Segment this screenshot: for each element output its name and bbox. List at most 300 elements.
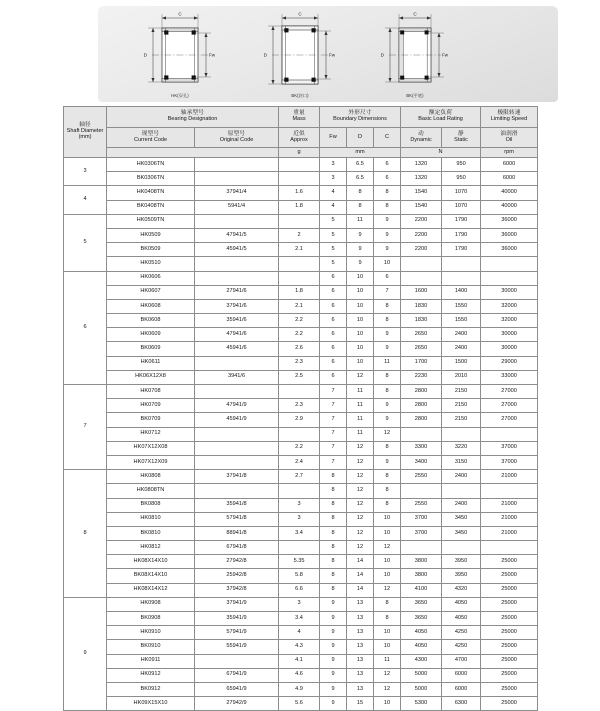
header-shaft-diameter-en: Shaft Diameter	[66, 128, 104, 135]
cell-current-code: HK0510	[107, 257, 195, 271]
cell-fw: 5	[320, 257, 347, 271]
svg-text:D: D	[263, 52, 267, 58]
cell-current-code: HK0808	[107, 470, 195, 484]
cell-limiting-speed	[481, 484, 538, 498]
cell-static-load: 2150	[442, 413, 481, 427]
cell-limiting-speed: 21000	[481, 512, 538, 526]
table-row[interactable]	[64, 484, 538, 498]
cell-limiting-speed: 25000	[481, 626, 538, 640]
cell-fw: 9	[320, 626, 347, 640]
cell-fw: 4	[320, 200, 347, 214]
cell-static-load	[442, 271, 481, 285]
cell-current-code: HK0611	[107, 356, 195, 370]
cell-dynamic-load: 2550	[401, 470, 442, 484]
cell-original-code: 27942/9	[195, 697, 279, 711]
cell-limiting-speed: 37000	[481, 455, 538, 469]
cell-mass: 3	[279, 498, 320, 512]
cell-fw: 6	[320, 370, 347, 384]
table-row[interactable]	[64, 512, 538, 526]
cell-d: 12	[347, 441, 374, 455]
table-row[interactable]	[64, 583, 538, 597]
table-row[interactable]	[64, 597, 538, 611]
cell-fw: 9	[320, 668, 347, 682]
cell-fw: 9	[320, 682, 347, 696]
cell-fw: 5	[320, 243, 347, 257]
cell-dynamic-load: 2650	[401, 342, 442, 356]
table-body	[64, 158, 538, 711]
header-basic-load-rating-cn: 额定负荷	[428, 110, 453, 117]
table-row[interactable]	[64, 342, 538, 356]
cell-limiting-speed: 25000	[481, 654, 538, 668]
cell-mass: 3.4	[279, 526, 320, 540]
cell-mass: 4	[279, 626, 320, 640]
cell-limiting-speed: 36000	[481, 228, 538, 242]
cell-fw: 9	[320, 640, 347, 654]
cell-fw: 8	[320, 498, 347, 512]
cell-shaft-diameter: 5	[64, 214, 107, 271]
table-row[interactable]	[64, 668, 538, 682]
figure-bk-flat-end	[355, 10, 475, 100]
cell-shaft-diameter: 4	[64, 186, 107, 214]
cell-mass: 5.6	[279, 697, 320, 711]
cell-mass: 3	[279, 597, 320, 611]
header-mass-en: Mass	[292, 116, 306, 123]
cell-dynamic-load: 4050	[401, 640, 442, 654]
cell-c: 8	[374, 299, 401, 313]
cell-dynamic-load	[401, 271, 442, 285]
cell-static-load: 3150	[442, 455, 481, 469]
cell-dynamic-load: 3700	[401, 526, 442, 540]
cell-current-code: HK0609	[107, 328, 195, 342]
cell-mass: 6.6	[279, 583, 320, 597]
cell-mass: 2.2	[279, 441, 320, 455]
table-row[interactable]	[64, 413, 538, 427]
cell-current-code: HK06X12X8	[107, 370, 195, 384]
cell-c: 10	[374, 626, 401, 640]
header-bearing-designation-cn: 轴承型号	[180, 110, 205, 117]
cell-original-code: 35941/9	[195, 612, 279, 626]
cell-fw: 5	[320, 214, 347, 228]
cell-c: 9	[374, 243, 401, 257]
table-row[interactable]	[64, 285, 538, 299]
table-row[interactable]	[64, 214, 538, 228]
svg-text:Fw: Fw	[442, 52, 449, 58]
header-shaft-diameter	[64, 107, 107, 158]
header-shaft-diameter-unit: (mm)	[78, 133, 92, 140]
cell-mass: 1.6	[279, 186, 320, 200]
table-row[interactable]	[64, 555, 538, 569]
cell-c: 8	[374, 200, 401, 214]
cell-d: 10	[347, 328, 374, 342]
table-row[interactable]	[64, 172, 538, 186]
cell-dynamic-load: 2200	[401, 214, 442, 228]
cell-current-code: BK0408TN	[107, 200, 195, 214]
header-shaft-diameter-cn: 轴径	[79, 122, 91, 129]
table-row[interactable]	[64, 200, 538, 214]
cell-static-load: 4050	[442, 597, 481, 611]
cell-mass	[279, 172, 320, 186]
header-d: D	[347, 128, 374, 148]
cell-mass	[279, 271, 320, 285]
cell-mass	[279, 158, 320, 172]
table-row[interactable]	[64, 271, 538, 285]
cell-current-code: HK0306TN	[107, 158, 195, 172]
header-current-code-en: Current Code	[133, 136, 168, 143]
cell-current-code: BK0709	[107, 413, 195, 427]
header-unit-rpm: rpm	[481, 148, 538, 158]
cell-mass: 2.5	[279, 370, 320, 384]
header-basic-load-rating	[401, 107, 481, 128]
table-row[interactable]	[64, 314, 538, 328]
cell-fw: 8	[320, 484, 347, 498]
svg-text:Fw: Fw	[329, 52, 336, 58]
cell-dynamic-load	[401, 484, 442, 498]
cell-current-code: BK0608	[107, 314, 195, 328]
cell-fw: 9	[320, 597, 347, 611]
table-row[interactable]	[64, 654, 538, 668]
cell-current-code: BK0306TN	[107, 172, 195, 186]
cell-c: 8	[374, 470, 401, 484]
cell-static-load: 4320	[442, 583, 481, 597]
cell-fw: 9	[320, 612, 347, 626]
cell-original-code	[195, 654, 279, 668]
cell-static-load: 1500	[442, 356, 481, 370]
cell-fw: 3	[320, 158, 347, 172]
table-row[interactable]	[64, 186, 538, 200]
cell-d: 13	[347, 597, 374, 611]
cell-current-code: HK0608	[107, 299, 195, 313]
cell-mass: 2.3	[279, 356, 320, 370]
cell-fw: 6	[320, 314, 347, 328]
cell-dynamic-load: 2800	[401, 399, 442, 413]
table-row[interactable]	[64, 541, 538, 555]
table-row[interactable]	[64, 569, 538, 583]
cell-fw: 8	[320, 555, 347, 569]
cell-d: 12	[347, 512, 374, 526]
cell-dynamic-load: 2200	[401, 243, 442, 257]
cell-original-code	[195, 356, 279, 370]
cell-static-load: 2400	[442, 342, 481, 356]
header-limiting-speed-en: Limiting Speed	[490, 116, 528, 123]
table-row[interactable]	[64, 455, 538, 469]
cell-dynamic-load: 2800	[401, 385, 442, 399]
cell-current-code: HK07X12X09	[107, 455, 195, 469]
cell-fw: 8	[320, 541, 347, 555]
table-row[interactable]	[64, 158, 538, 172]
cell-limiting-speed: 25000	[481, 597, 538, 611]
cell-fw: 8	[320, 470, 347, 484]
cell-c: 8	[374, 186, 401, 200]
cell-d: 11	[347, 399, 374, 413]
cell-static-load: 1070	[442, 200, 481, 214]
cell-dynamic-load: 1830	[401, 299, 442, 313]
cell-d: 13	[347, 612, 374, 626]
cell-c: 11	[374, 654, 401, 668]
cell-fw: 6	[320, 285, 347, 299]
cell-fw: 6	[320, 328, 347, 342]
cell-d: 9	[347, 243, 374, 257]
cell-limiting-speed: 33000	[481, 370, 538, 384]
cell-d: 10	[347, 342, 374, 356]
cell-c: 9	[374, 328, 401, 342]
cell-c: 8	[374, 314, 401, 328]
cell-original-code: 3941/6	[195, 370, 279, 384]
cell-static-load: 4250	[442, 626, 481, 640]
table-row[interactable]	[64, 399, 538, 413]
table-row[interactable]	[64, 640, 538, 654]
cell-limiting-speed: 6000	[481, 172, 538, 186]
cell-current-code: HK07X12X08	[107, 441, 195, 455]
cell-current-code: HK0606	[107, 271, 195, 285]
cell-fw: 9	[320, 697, 347, 711]
cell-fw: 7	[320, 413, 347, 427]
cell-original-code: 37941/8	[195, 470, 279, 484]
cell-dynamic-load: 4050	[401, 626, 442, 640]
cell-current-code: HK0912	[107, 668, 195, 682]
cell-c: 7	[374, 285, 401, 299]
cell-d: 12	[347, 526, 374, 540]
cell-mass: 2.1	[279, 299, 320, 313]
table-row[interactable]	[64, 328, 538, 342]
cell-c: 9	[374, 342, 401, 356]
cell-limiting-speed: 25000	[481, 569, 538, 583]
cell-dynamic-load: 3650	[401, 612, 442, 626]
cell-fw: 6	[320, 299, 347, 313]
cell-original-code: 37941/6	[195, 299, 279, 313]
cell-dynamic-load: 5300	[401, 697, 442, 711]
cell-c: 8	[374, 441, 401, 455]
cell-d: 12	[347, 470, 374, 484]
cell-d: 6.5	[347, 158, 374, 172]
cell-mass	[279, 484, 320, 498]
cell-original-code	[195, 441, 279, 455]
cell-original-code: 35941/6	[195, 314, 279, 328]
cell-static-load	[442, 541, 481, 555]
cell-static-load: 4250	[442, 640, 481, 654]
cell-current-code: HK08X14X10	[107, 555, 195, 569]
figure-bk-closed-end	[240, 10, 360, 100]
cell-fw: 9	[320, 654, 347, 668]
cell-limiting-speed: 6000	[481, 158, 538, 172]
svg-text:Fw: Fw	[209, 52, 216, 58]
table-row[interactable]	[64, 228, 538, 242]
header-original-code-en: Original Code	[219, 136, 254, 143]
cell-original-code: 25942/8	[195, 569, 279, 583]
cell-limiting-speed: 21000	[481, 526, 538, 540]
header-limiting-speed-cn: 极限转速	[497, 110, 521, 117]
cell-dynamic-load: 5000	[401, 682, 442, 696]
cell-original-code: 37942/8	[195, 583, 279, 597]
cell-original-code: 47941/9	[195, 399, 279, 413]
cell-limiting-speed: 27000	[481, 385, 538, 399]
cell-mass	[279, 541, 320, 555]
svg-text:C: C	[298, 11, 302, 17]
table-row[interactable]	[64, 299, 538, 313]
cell-d: 13	[347, 654, 374, 668]
cell-static-load: 3950	[442, 569, 481, 583]
header-mass-cn: 重量	[293, 110, 305, 117]
bearing-spec-table-wrapper	[63, 106, 537, 711]
cell-mass: 4.1	[279, 654, 320, 668]
cell-limiting-speed: 21000	[481, 498, 538, 512]
cell-current-code: HK0708	[107, 385, 195, 399]
cell-d: 10	[347, 271, 374, 285]
header-boundary-dimensions-en: Boundary Dimensions	[333, 116, 387, 123]
table-row[interactable]	[64, 427, 538, 441]
cell-limiting-speed: 30000	[481, 328, 538, 342]
cell-d: 10	[347, 285, 374, 299]
header-mass	[279, 107, 320, 128]
cell-original-code: 35941/8	[195, 498, 279, 512]
cell-d: 15	[347, 697, 374, 711]
table-row[interactable]	[64, 370, 538, 384]
cell-mass: 2.6	[279, 342, 320, 356]
cell-original-code	[195, 214, 279, 228]
cell-mass: 4.3	[279, 640, 320, 654]
cell-shaft-diameter: 7	[64, 385, 107, 470]
cell-original-code: 88941/8	[195, 526, 279, 540]
cell-original-code: 65941/9	[195, 682, 279, 696]
cell-dynamic-load: 2650	[401, 328, 442, 342]
cell-static-load: 2400	[442, 328, 481, 342]
cell-current-code: HK0509	[107, 228, 195, 242]
cell-mass	[279, 214, 320, 228]
cell-original-code: 27942/8	[195, 555, 279, 569]
cell-current-code: HK0910	[107, 626, 195, 640]
svg-text:C: C	[413, 11, 417, 17]
table-row[interactable]	[64, 626, 538, 640]
cell-dynamic-load: 2800	[401, 413, 442, 427]
cell-limiting-speed	[481, 271, 538, 285]
cell-fw: 6	[320, 342, 347, 356]
cell-mass	[279, 257, 320, 271]
cell-d: 11	[347, 214, 374, 228]
cell-d: 8	[347, 200, 374, 214]
cell-d: 10	[347, 356, 374, 370]
cell-dynamic-load: 1320	[401, 172, 442, 186]
cell-mass: 5.35	[279, 555, 320, 569]
table-row[interactable]	[64, 257, 538, 271]
cell-c: 10	[374, 257, 401, 271]
cell-original-code: 45941/9	[195, 413, 279, 427]
table-row[interactable]	[64, 441, 538, 455]
cell-static-load: 950	[442, 172, 481, 186]
bk-flat-cross-section-svg	[355, 10, 475, 94]
cell-shaft-diameter: 6	[64, 271, 107, 385]
cell-static-load: 6000	[442, 682, 481, 696]
cell-c: 12	[374, 682, 401, 696]
cell-c: 9	[374, 413, 401, 427]
table-row[interactable]	[64, 470, 538, 484]
figure-bk-closed-caption: BK(封口)	[291, 93, 309, 98]
header-limiting-speed-oil	[481, 128, 538, 148]
cell-limiting-speed: 40000	[481, 186, 538, 200]
cell-current-code: HK0709	[107, 399, 195, 413]
cell-c: 8	[374, 612, 401, 626]
figure-hk-caption: HK(穿孔)	[171, 93, 189, 98]
header-current-code	[107, 128, 195, 148]
cell-static-load: 1550	[442, 299, 481, 313]
table-row[interactable]	[64, 356, 538, 370]
cell-limiting-speed: 21000	[481, 470, 538, 484]
cell-dynamic-load: 3800	[401, 555, 442, 569]
cell-c: 10	[374, 569, 401, 583]
table-row[interactable]	[64, 498, 538, 512]
cell-mass: 5.8	[279, 569, 320, 583]
cell-original-code: 27941/6	[195, 285, 279, 299]
hk-cross-section-svg	[120, 10, 240, 94]
cell-dynamic-load: 4100	[401, 583, 442, 597]
cell-static-load: 3450	[442, 512, 481, 526]
cell-static-load	[442, 257, 481, 271]
cell-static-load: 4050	[442, 612, 481, 626]
cell-original-code	[195, 257, 279, 271]
table-row[interactable]	[64, 682, 538, 696]
cell-mass: 3	[279, 512, 320, 526]
cell-c: 12	[374, 668, 401, 682]
cell-c: 6	[374, 172, 401, 186]
header-unit-blank	[107, 148, 279, 158]
table-row[interactable]	[64, 243, 538, 257]
cell-dynamic-load: 3400	[401, 455, 442, 469]
cell-dynamic-load: 1700	[401, 356, 442, 370]
table-row[interactable]	[64, 385, 538, 399]
cell-static-load: 1070	[442, 186, 481, 200]
cell-original-code: 45941/5	[195, 243, 279, 257]
cell-fw: 6	[320, 356, 347, 370]
cell-original-code: 47941/5	[195, 228, 279, 242]
cell-limiting-speed: 25000	[481, 612, 538, 626]
cell-c: 6	[374, 271, 401, 285]
table-row[interactable]	[64, 612, 538, 626]
cell-fw: 7	[320, 441, 347, 455]
cell-limiting-speed: 36000	[481, 243, 538, 257]
table-row[interactable]	[64, 697, 538, 711]
cell-c: 11	[374, 356, 401, 370]
cell-fw: 8	[320, 526, 347, 540]
cell-static-load: 4700	[442, 654, 481, 668]
cell-mass: 2.2	[279, 328, 320, 342]
cell-shaft-diameter: 3	[64, 158, 107, 186]
cell-limiting-speed	[481, 427, 538, 441]
header-mass-approx-en: Approx	[290, 136, 308, 143]
cell-mass	[279, 385, 320, 399]
cell-fw: 7	[320, 427, 347, 441]
header-limiting-speed-oil-en: Oil	[505, 136, 513, 143]
cell-mass	[279, 427, 320, 441]
cell-static-load: 1550	[442, 314, 481, 328]
cell-d: 8	[347, 186, 374, 200]
cell-original-code: 57941/9	[195, 626, 279, 640]
cell-limiting-speed: 27000	[481, 399, 538, 413]
svg-text:D: D	[143, 52, 147, 58]
cell-d: 14	[347, 583, 374, 597]
cell-mass: 1.8	[279, 200, 320, 214]
cell-current-code: BK0912	[107, 682, 195, 696]
cell-limiting-speed: 40000	[481, 200, 538, 214]
header-original-code	[195, 128, 279, 148]
cell-fw: 7	[320, 399, 347, 413]
cell-mass: 2.9	[279, 413, 320, 427]
header-dynamic-cn: 动	[418, 130, 424, 137]
cell-static-load	[442, 484, 481, 498]
table-row[interactable]	[64, 526, 538, 540]
cell-d: 11	[347, 427, 374, 441]
cell-dynamic-load: 2200	[401, 228, 442, 242]
cell-original-code: 67941/9	[195, 668, 279, 682]
header-static-cn: 静	[458, 130, 464, 137]
cell-dynamic-load: 4300	[401, 654, 442, 668]
